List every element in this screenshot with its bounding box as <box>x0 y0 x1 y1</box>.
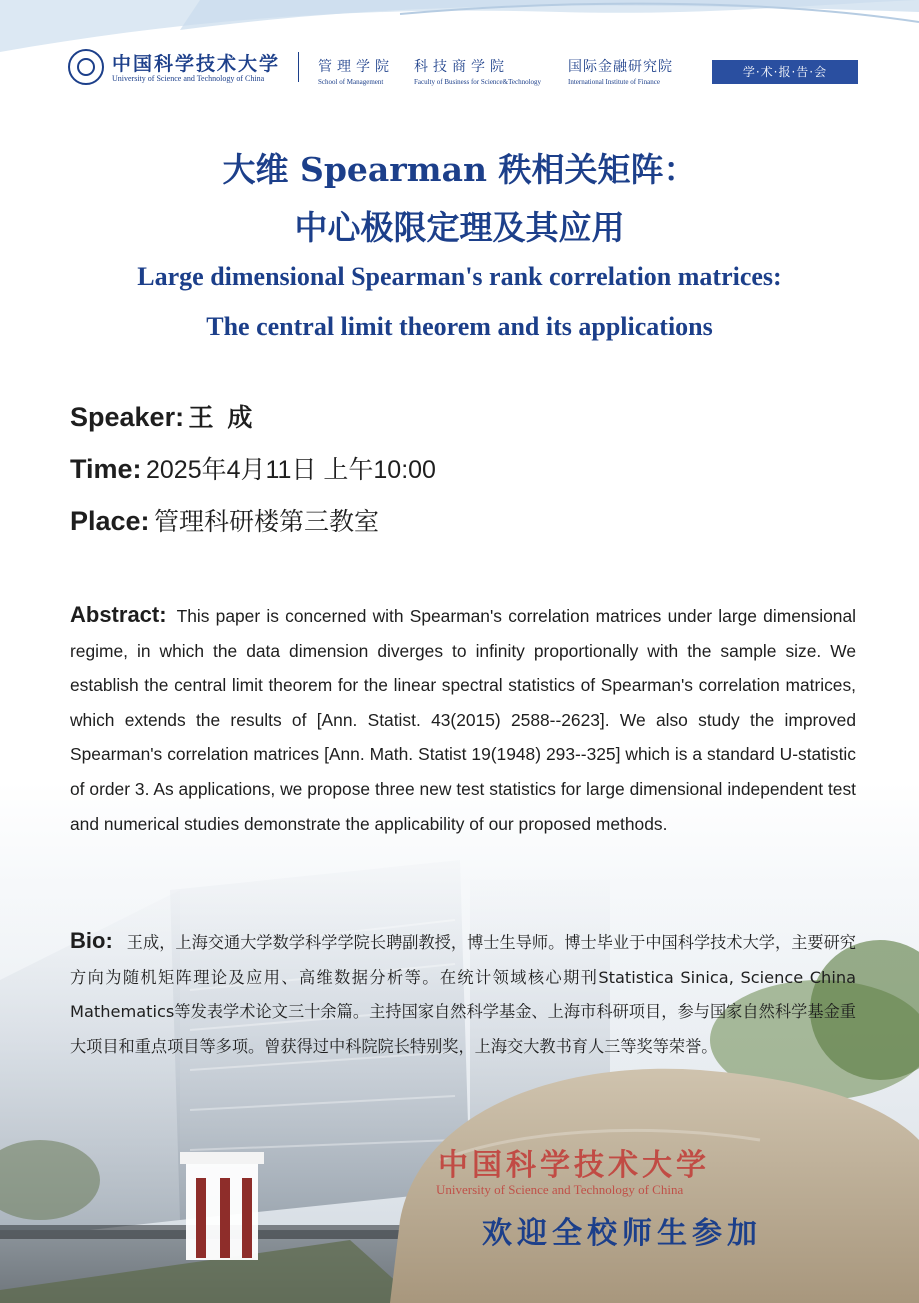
school-name-cn: 科技商学院 <box>414 59 509 75</box>
time-label: Time: <box>70 454 142 484</box>
place-label: Place: <box>70 506 150 536</box>
bio <box>70 924 856 1064</box>
school-management <box>318 56 394 86</box>
bio-text: 王成，上海交通大学数学科学学院长聘副教授，博士生导师。博士毕业于中国科学技术大学，主要研究方向为随机矩阵理论及应用、高维数据分析等。在统计领域核心期刊Statistica Sinica, Science China Mathematics等发表学术论文三十余篇。主持国家自然科学基金、上海市科研项目，参与国家自然科学基金重大项目和重点项目等多项。曾获得过中科院院长特别奖，上海交大教书育人三等奖等荣誉。 <box>70 933 856 1056</box>
time-line <box>70 450 436 486</box>
speaker-label: Speaker: <box>70 402 185 432</box>
school-business <box>414 56 541 86</box>
header <box>68 46 858 90</box>
title-cn-line2: 中心极限定理及其应用 <box>294 208 625 247</box>
header-divider <box>298 52 299 82</box>
title-en-line2: The central limit theorem and its applications <box>206 312 713 341</box>
university-seal-icon <box>68 49 104 85</box>
speaker-name: 王 成 <box>188 404 253 432</box>
place-line <box>70 502 379 538</box>
abstract-text: This paper is concerned with Spearman's correlation matrices under large dimensional regime, in which the data dimension diverges to infinity proportionally with the sample size. We establish the central limit theorem for the linear spectral statistics of Spearman's correlation matrices, which extends the results of [Ann. Statist. 43(2015) 2588--2623]. We also study the improved Spearman's correlation matrices [Ann. Math. Statist 19(1948) 293--325] which is a standard U-statistic of order 3. As applications, we propose three new test statistics for large dimensional independent test and numerical studies demonstrate the applicability of our proposed methods. <box>70 606 856 834</box>
university-name-en: University of Science and Technology of China <box>112 74 265 83</box>
bio-label: Bio: <box>70 928 113 953</box>
time-value: 2025年4月11日 上午10:00 <box>145 456 436 484</box>
place-value: 管理科研楼第三教室 <box>154 508 380 536</box>
title-en-line1: Large dimensional Spearman's rank correlation matrices: <box>137 262 782 291</box>
school-name-en: School of Management <box>318 78 384 86</box>
school-finance <box>568 56 673 86</box>
university-name-cn: 中国科学技术大学 <box>112 53 281 75</box>
abstract-label: Abstract: <box>70 602 167 627</box>
speaker-line <box>70 398 252 434</box>
stone-university-name-en: University of Science and Technology of China <box>436 1182 684 1197</box>
seminar-badge: 学·术·报·告·会 <box>712 60 858 84</box>
title-cn-line1: 大维 Spearman 秩相关矩阵： <box>222 150 697 189</box>
stone-university-name-cn: 中国科学技术大学 <box>438 1148 710 1183</box>
welcome-message: 欢迎全校师生参加 <box>482 1216 762 1251</box>
abstract <box>70 598 856 841</box>
school-name-cn: 管理学院 <box>318 59 394 75</box>
school-name-en: Faculty of Business for Science&Technology <box>414 78 542 86</box>
school-name-cn: 国际金融研究院 <box>568 59 673 75</box>
school-name-en: International Institute of Finance <box>568 78 660 86</box>
